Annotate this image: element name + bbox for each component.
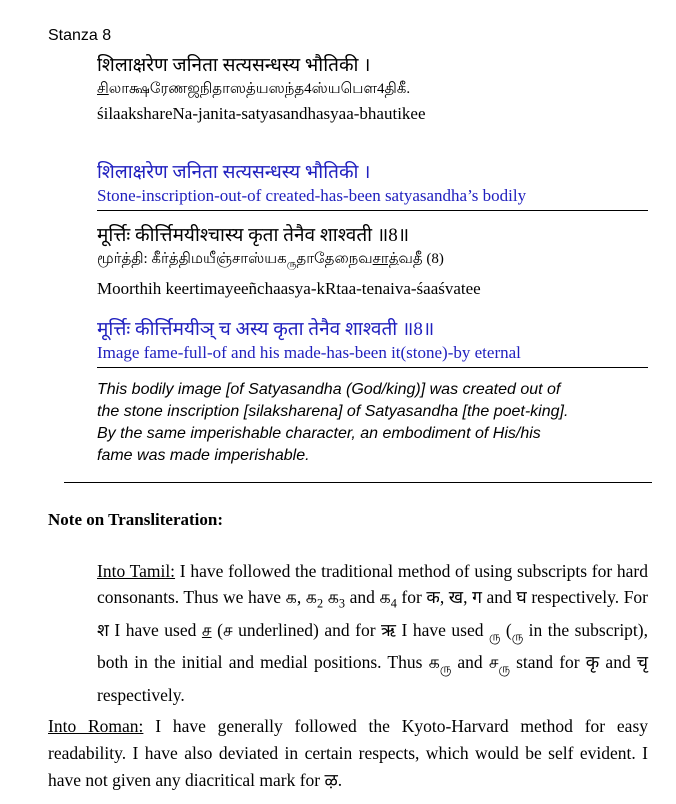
- verse-devanagari-line-2: मूर्त्तिः कीर्त्तिमयीश्चास्य कृता तेनैव शाश्वती ॥8॥: [97, 225, 410, 246]
- text-segment: Into Tamil:: [97, 561, 176, 581]
- note-into-roman-paragraph: [48, 713, 648, 794]
- text-segment: for क, ख, ग and घ respectively. For श I have used: [97, 587, 649, 640]
- text-segment: சி: [97, 81, 109, 97]
- text-segment: (ச underlined) and for ऋ I have used: [211, 619, 489, 640]
- text-segment: in the subscript), both in the initial and medial positions. Thus க: [97, 619, 648, 672]
- verse-block: [97, 54, 648, 467]
- text-segment: ரு: [439, 661, 452, 676]
- stanza-heading: Stanza 8: [48, 27, 112, 44]
- note-into-tamil-paragraph: [97, 558, 648, 708]
- text-segment: சாத்: [372, 251, 399, 267]
- gloss-block-1: [97, 161, 648, 211]
- text-segment: I have followed the traditional method of using subscripts for hard consonants. Thus we have க, க: [97, 561, 648, 607]
- text-segment: ரு: [511, 629, 524, 643]
- text-segment: மூர்த்தி: கீர்த்திமயீஞ்சாஸ்யக: [97, 251, 287, 267]
- verse-roman-line-1: śilaakshareNa-janita-satyasandhasyaa-bhautikee: [97, 104, 426, 123]
- text-segment: and ச: [451, 652, 499, 672]
- text-segment: லாக்ஷரேணஜநிதாஸத்யஸந்த4ஸ்யபெள4திகீ.: [108, 81, 411, 97]
- verse-translation-paragraph: This bodily image [of Satyasandha (God/king)] was created out of the stone inscription [silaksharena] of Satyasandha [the poet-king]. By the same imperishable character, an embodiment of His/his fame was made imperishable.: [97, 381, 569, 464]
- text-segment: 2: [316, 596, 324, 611]
- verse-tamil-line-1: [97, 78, 648, 101]
- gloss-devanagari-line-1: शिलाक्षरेण जनिता सत्यसन्धस्य भौतिकी ।: [97, 162, 371, 183]
- text-segment: தாதேநைவ: [296, 251, 373, 267]
- verse-tamil-line-2: [97, 248, 648, 276]
- text-segment: ச: [201, 619, 212, 640]
- text-segment: க: [323, 587, 339, 607]
- text-segment: 4: [390, 596, 397, 611]
- gloss-english-line-1: Stone-inscription-out-of created-has-been satyasandha’s bodily: [97, 186, 527, 205]
- verse-roman-line-2: Moorthih keertimayeeñchaasya-kRtaa-tenaiva-śaaśvatee: [97, 279, 481, 298]
- text-segment: stand for कृ and चृ respectively.: [97, 652, 648, 705]
- text-segment: ரு: [498, 661, 510, 676]
- text-segment: (: [500, 619, 512, 640]
- note-heading: Note on Transliteration:: [48, 510, 224, 529]
- gloss-english-line-2: Image fame-full-of and his made-has-been it(stone)-by eternal: [97, 343, 521, 362]
- section-divider-rule: [64, 482, 652, 483]
- text-segment: and க: [345, 587, 391, 607]
- text-segment: Into Roman:: [48, 715, 144, 736]
- gloss-block-2: [97, 318, 648, 368]
- verse-devanagari-line-1: शिलाक्षरेण जनिता सत्यसन्धस्य भौतिकी ।: [97, 55, 371, 76]
- text-segment: I have generally followed the Kyoto-Harvard method for easy readability. I have also deviated in certain respects, which would be self evident. I have not given any diacritical mark for ऴ.: [48, 715, 648, 790]
- text-segment: ரு: [488, 629, 501, 643]
- text-segment: ரு: [286, 259, 297, 270]
- text-segment: 3: [338, 596, 346, 611]
- text-segment: வதீ (8): [398, 251, 444, 267]
- gloss-devanagari-line-2: मूर्त्तिः कीर्त्तिमयीञ् च अस्य कृता तेनैव शाश्वती ॥8॥: [97, 319, 435, 340]
